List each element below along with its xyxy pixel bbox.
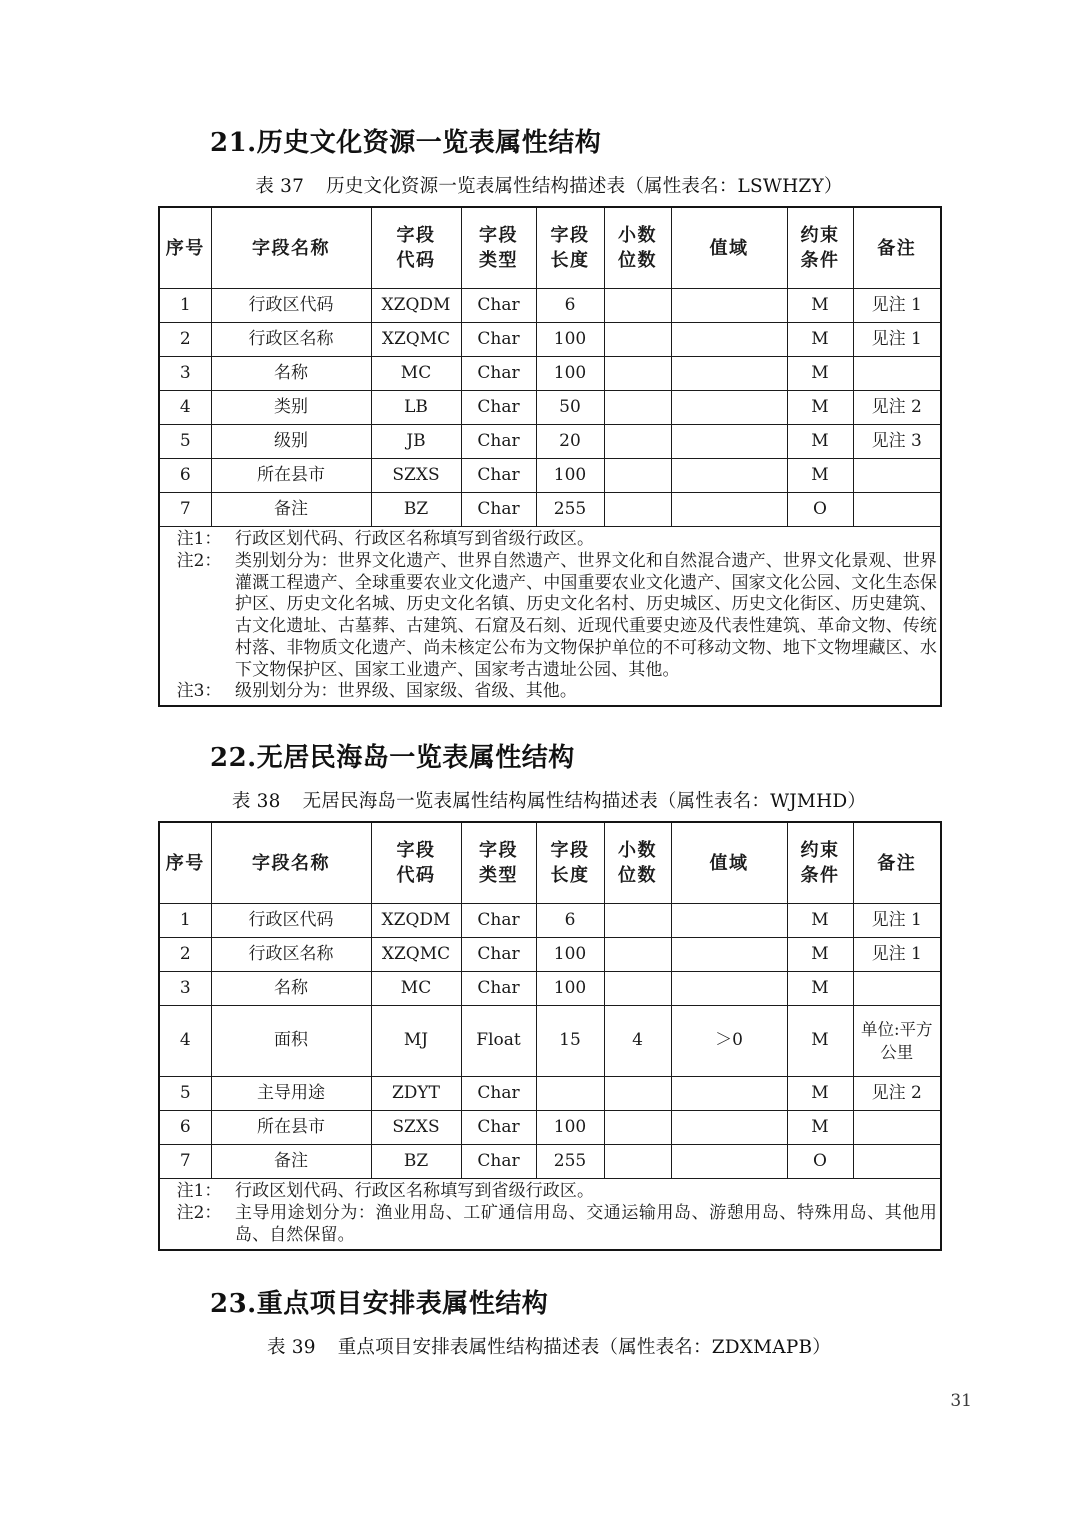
cell-seq: 4 xyxy=(159,391,211,425)
cell-field-code: XZQMC xyxy=(371,323,461,357)
section-heading-21: 21.历史文化资源一览表属性结构 xyxy=(210,128,602,158)
cell-remark: 见注 1 xyxy=(853,289,941,323)
cell-remark: 见注 2 xyxy=(853,1077,941,1111)
section-heading-22: 22.无居民海岛一览表属性结构 xyxy=(210,743,575,774)
cell-field-type: Float xyxy=(461,1006,536,1077)
cell-constraint: M xyxy=(787,357,853,391)
cell-value-range xyxy=(671,1145,787,1179)
table-notes-37 xyxy=(159,527,941,707)
cell-seq: 7 xyxy=(159,493,211,527)
note-item xyxy=(163,1181,937,1203)
col-header-decimals-line1: 小数 xyxy=(618,224,657,246)
note-item xyxy=(163,1203,937,1247)
table-header-row xyxy=(159,822,941,904)
col-header-constraint xyxy=(787,822,853,904)
table-notes-38 xyxy=(159,1179,941,1250)
cell-field-code: ZDYT xyxy=(371,1077,461,1111)
cell-field-code: XZQDM xyxy=(371,289,461,323)
table-row xyxy=(159,972,941,1006)
cell-decimals xyxy=(604,323,671,357)
col-header-constraint-line2: 条件 xyxy=(800,250,840,272)
table-notes-row xyxy=(159,1179,941,1250)
section-heading-23: 23.重点项目安排表属性结构 xyxy=(210,1288,549,1319)
cell-field-name: 备注 xyxy=(211,1145,371,1179)
col-header-decimals xyxy=(604,207,671,289)
cell-value-range xyxy=(671,391,787,425)
cell-value-range xyxy=(671,323,787,357)
cell-field-length xyxy=(536,1077,604,1111)
cell-field-length: 20 xyxy=(536,425,604,459)
col-header-decimals xyxy=(604,822,671,904)
table-row xyxy=(159,1077,941,1111)
note-text: 类别划分为：世界文化遗产、世界自然遗产、世界文化和自然混合遗产、世界文化景观、世界灌溉工程遗产、全球重要农业文化遗产、中国重要农业文化遗产、国家文化公园、文化生态保护区、历史文化名城、历史文化名镇、历史文化名村、历史城区、历史文化街区、历史建筑、古文化遗址、古墓葬、古建筑、石窟及石刻、近现代重要史迹及代表性建筑、革命文物、传统村落、非物质文化遗产、尚未核定公布为文物保护单位的不可移动文物、地下文物埋藏区、水下文物保护区、国家工业遗产、国家考古遗址公园、其他。 xyxy=(235,550,937,680)
cell-field-code: XZQDM xyxy=(371,904,461,938)
section-spacer xyxy=(158,707,940,741)
cell-remark xyxy=(853,972,941,1006)
col-header-field-code xyxy=(371,822,461,904)
cell-field-code: SZXS xyxy=(371,1111,461,1145)
cell-field-code: MJ xyxy=(371,1006,461,1077)
col-header-field-length-line1: 字段 xyxy=(550,224,590,246)
cell-field-name: 所在县市 xyxy=(211,459,371,493)
cell-seq: 3 xyxy=(159,972,211,1006)
note-label: 注3： xyxy=(176,681,222,702)
cell-seq: 1 xyxy=(159,904,211,938)
cell-field-name: 备注 xyxy=(211,493,371,527)
cell-field-name: 行政区代码 xyxy=(211,289,371,323)
cell-remark xyxy=(853,1111,941,1145)
cell-field-code: JB xyxy=(371,425,461,459)
col-header-field-length xyxy=(536,822,604,904)
cell-seq: 4 xyxy=(159,1006,211,1077)
table-row xyxy=(159,493,941,527)
section-spacer xyxy=(158,1251,940,1287)
cell-seq: 5 xyxy=(159,1077,211,1111)
table-row xyxy=(159,938,941,972)
cell-field-length: 100 xyxy=(536,357,604,391)
note-text: 行政区划代码、行政区名称填写到省级行政区。 xyxy=(235,1181,595,1202)
cell-remark: 见注 3 xyxy=(853,425,941,459)
cell-remark: 见注 2 xyxy=(853,391,941,425)
cell-field-length: 100 xyxy=(536,972,604,1006)
table-row xyxy=(159,425,941,459)
col-header-field-name: 字段名称 xyxy=(211,822,371,904)
col-header-decimals-line2: 位数 xyxy=(618,865,657,887)
cell-decimals xyxy=(604,391,671,425)
note-label: 注2： xyxy=(176,1203,222,1224)
cell-value-range xyxy=(671,289,787,323)
table-row xyxy=(159,323,941,357)
cell-field-name: 名称 xyxy=(211,972,371,1006)
cell-field-type: Char xyxy=(461,459,536,493)
cell-seq: 6 xyxy=(159,459,211,493)
col-header-remark: 备注 xyxy=(853,207,941,289)
cell-remark: 单位:平方公里 xyxy=(853,1006,941,1077)
cell-decimals xyxy=(604,1077,671,1111)
cell-field-code: MC xyxy=(371,972,461,1006)
table-row xyxy=(159,391,941,425)
attribute-table-38 xyxy=(158,821,942,1250)
cell-seq: 1 xyxy=(159,289,211,323)
cell-field-type: Char xyxy=(461,289,536,323)
col-header-field-code xyxy=(371,207,461,289)
col-header-seq: 序号 xyxy=(159,822,211,904)
page-content xyxy=(158,126,940,1367)
cell-constraint: M xyxy=(787,904,853,938)
cell-field-code: BZ xyxy=(371,493,461,527)
cell-remark xyxy=(853,1145,941,1179)
col-header-value-range: 值域 xyxy=(671,207,787,289)
cell-constraint: M xyxy=(787,1077,853,1111)
cell-field-name: 所在县市 xyxy=(211,1111,371,1145)
cell-field-type: Char xyxy=(461,391,536,425)
table-row xyxy=(159,357,941,391)
cell-remark: 见注 1 xyxy=(853,938,941,972)
cell-decimals xyxy=(604,904,671,938)
cell-value-range: ＞0 xyxy=(671,1006,787,1077)
col-header-field-length-line2: 长度 xyxy=(550,250,590,272)
cell-field-code: SZXS xyxy=(371,459,461,493)
cell-field-length: 50 xyxy=(536,391,604,425)
cell-value-range xyxy=(671,493,787,527)
table-caption-37 xyxy=(158,175,940,199)
col-header-constraint-line1: 约束 xyxy=(800,224,840,246)
cell-value-range xyxy=(671,425,787,459)
table-caption-38-text: 无居民海岛一览表属性结构属性结构描述表（属性表名：WJMHD） xyxy=(302,791,867,813)
col-header-field-type-line2: 类型 xyxy=(479,865,518,887)
cell-field-length: 255 xyxy=(536,1145,604,1179)
table-caption-39-prefix: 表 39 xyxy=(266,1336,316,1358)
cell-decimals xyxy=(604,425,671,459)
table-notes-row xyxy=(159,527,941,707)
col-header-constraint xyxy=(787,207,853,289)
col-header-seq: 序号 xyxy=(159,207,211,289)
cell-field-name: 级别 xyxy=(211,425,371,459)
col-header-field-length xyxy=(536,207,604,289)
table-header-row xyxy=(159,207,941,289)
cell-value-range xyxy=(671,972,787,1006)
cell-decimals: 4 xyxy=(604,1006,671,1077)
table-caption-38 xyxy=(158,790,940,814)
cell-value-range xyxy=(671,459,787,493)
cell-field-name: 行政区名称 xyxy=(211,323,371,357)
cell-seq: 2 xyxy=(159,938,211,972)
cell-seq: 7 xyxy=(159,1145,211,1179)
cell-field-type: Char xyxy=(461,493,536,527)
cell-field-length: 255 xyxy=(536,493,604,527)
note-item xyxy=(163,681,937,703)
cell-constraint: M xyxy=(787,391,853,425)
table-row xyxy=(159,1145,941,1179)
cell-field-type: Char xyxy=(461,425,536,459)
col-header-field-code-line2: 代码 xyxy=(396,250,436,272)
col-header-decimals-line2: 位数 xyxy=(618,250,657,272)
note-label: 注1： xyxy=(176,1181,222,1202)
cell-field-type: Char xyxy=(461,972,536,1006)
cell-field-name: 名称 xyxy=(211,357,371,391)
cell-constraint: M xyxy=(787,459,853,493)
cell-decimals xyxy=(604,289,671,323)
cell-field-code: XZQMC xyxy=(371,938,461,972)
table-row xyxy=(159,289,941,323)
cell-field-name: 类别 xyxy=(211,391,371,425)
cell-field-length: 100 xyxy=(536,938,604,972)
cell-seq: 6 xyxy=(159,1111,211,1145)
cell-constraint: M xyxy=(787,425,853,459)
table-caption-39 xyxy=(158,1336,940,1360)
cell-field-name: 主导用途 xyxy=(211,1077,371,1111)
cell-value-range xyxy=(671,904,787,938)
cell-field-type: Char xyxy=(461,1145,536,1179)
cell-decimals xyxy=(604,357,671,391)
cell-remark xyxy=(853,459,941,493)
cell-seq: 5 xyxy=(159,425,211,459)
table-caption-37-prefix: 表 37 xyxy=(255,176,305,198)
cell-constraint: M xyxy=(787,323,853,357)
cell-decimals xyxy=(604,493,671,527)
note-text: 主导用途划分为：渔业用岛、工矿通信用岛、交通运输用岛、游憩用岛、特殊用岛、其他用岛、自然保留。 xyxy=(235,1203,937,1245)
cell-decimals xyxy=(604,938,671,972)
cell-field-type: Char xyxy=(461,1077,536,1111)
cell-field-type: Char xyxy=(461,1111,536,1145)
note-item xyxy=(163,551,937,682)
cell-field-type: Char xyxy=(461,357,536,391)
table-caption-37-text: 历史文化资源一览表属性结构描述表（属性表名：LSWHZY） xyxy=(326,176,843,198)
cell-field-code: BZ xyxy=(371,1145,461,1179)
col-header-field-type xyxy=(461,822,536,904)
note-item xyxy=(163,529,937,551)
cell-constraint: M xyxy=(787,289,853,323)
col-header-constraint-line1: 约束 xyxy=(800,840,840,862)
page-number: 31 xyxy=(950,1391,972,1411)
cell-decimals xyxy=(604,1145,671,1179)
col-header-field-type-line2: 类型 xyxy=(479,250,518,272)
table-row xyxy=(159,1111,941,1145)
note-label: 注2： xyxy=(176,550,222,571)
cell-value-range xyxy=(671,1111,787,1145)
cell-field-code: LB xyxy=(371,391,461,425)
cell-value-range xyxy=(671,938,787,972)
cell-decimals xyxy=(604,459,671,493)
cell-constraint: M xyxy=(787,1006,853,1077)
cell-field-length: 15 xyxy=(536,1006,604,1077)
cell-remark xyxy=(853,357,941,391)
col-header-field-type xyxy=(461,207,536,289)
col-header-constraint-line2: 条件 xyxy=(800,865,840,887)
cell-field-name: 面积 xyxy=(211,1006,371,1077)
cell-constraint: M xyxy=(787,972,853,1006)
cell-field-length: 100 xyxy=(536,459,604,493)
cell-field-length: 100 xyxy=(536,1111,604,1145)
cell-seq: 2 xyxy=(159,323,211,357)
cell-remark xyxy=(853,493,941,527)
cell-value-range xyxy=(671,1077,787,1111)
note-text: 级别划分为：世界级、国家级、省级、其他。 xyxy=(235,681,577,702)
cell-seq: 3 xyxy=(159,357,211,391)
col-header-field-type-line1: 字段 xyxy=(479,224,518,246)
cell-field-length: 6 xyxy=(536,904,604,938)
cell-constraint: M xyxy=(787,938,853,972)
table-row xyxy=(159,904,941,938)
note-text: 行政区划代码、行政区名称填写到省级行政区。 xyxy=(235,529,595,550)
col-header-remark: 备注 xyxy=(853,822,941,904)
cell-field-type: Char xyxy=(461,904,536,938)
cell-decimals xyxy=(604,1111,671,1145)
cell-field-length: 100 xyxy=(536,323,604,357)
col-header-decimals-line1: 小数 xyxy=(618,840,657,862)
table-caption-38-prefix: 表 38 xyxy=(231,791,281,813)
col-header-value-range: 值域 xyxy=(671,822,787,904)
cell-remark: 见注 1 xyxy=(853,323,941,357)
col-header-field-code-line1: 字段 xyxy=(396,840,436,862)
col-header-field-code-line2: 代码 xyxy=(396,865,436,887)
col-header-field-type-line1: 字段 xyxy=(479,840,518,862)
cell-constraint: M xyxy=(787,1111,853,1145)
cell-decimals xyxy=(604,972,671,1006)
cell-constraint: O xyxy=(787,493,853,527)
cell-field-type: Char xyxy=(461,938,536,972)
table-caption-39-text: 重点项目安排表属性结构描述表（属性表名：ZDXMAPB） xyxy=(337,1336,832,1358)
cell-constraint: O xyxy=(787,1145,853,1179)
cell-field-name: 行政区名称 xyxy=(211,938,371,972)
cell-field-type: Char xyxy=(461,323,536,357)
attribute-table-37 xyxy=(158,206,942,707)
table-row xyxy=(159,1006,941,1077)
cell-remark: 见注 1 xyxy=(853,904,941,938)
col-header-field-code-line1: 字段 xyxy=(396,224,436,246)
col-header-field-length-line2: 长度 xyxy=(550,865,590,887)
cell-field-name: 行政区代码 xyxy=(211,904,371,938)
cell-field-length: 6 xyxy=(536,289,604,323)
cell-value-range xyxy=(671,357,787,391)
cell-field-code: MC xyxy=(371,357,461,391)
col-header-field-name: 字段名称 xyxy=(211,207,371,289)
note-label: 注1： xyxy=(176,529,222,550)
table-row xyxy=(159,459,941,493)
attribute-table-38-body xyxy=(159,904,941,1250)
col-header-field-length-line1: 字段 xyxy=(550,840,590,862)
attribute-table-37-body xyxy=(159,289,941,707)
